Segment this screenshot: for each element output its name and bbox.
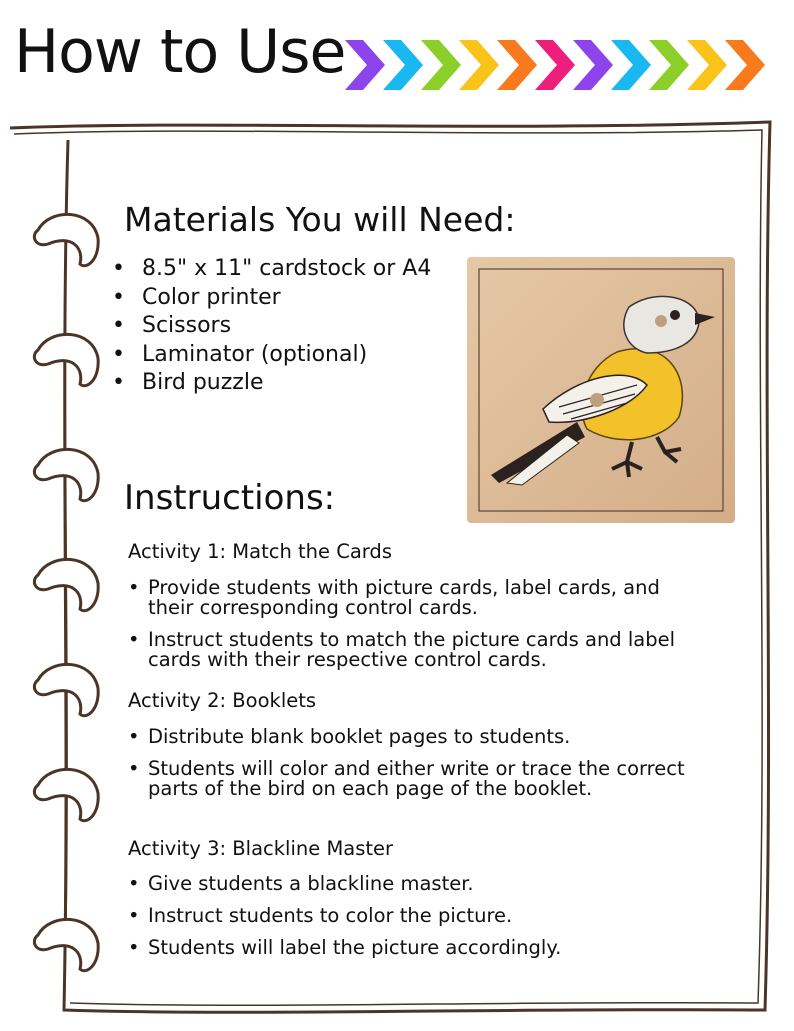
list-item: • Students will label the picture accordingly. — [128, 938, 708, 958]
instructions-heading: Instructions: — [124, 478, 336, 518]
list-item: • Provide students with picture cards, label cards, and their corresponding control cards. — [128, 578, 708, 618]
list-item: • Distribute blank booklet pages to students. — [128, 727, 708, 747]
chevron-icon — [421, 40, 461, 90]
list-item: • Students will color and either write or trace the correct parts of the bird on each page of the booklet. — [128, 759, 708, 799]
binder-ring-icon — [34, 334, 98, 385]
list-item: • Laminator (optional) — [112, 341, 431, 370]
chevron-icon — [459, 40, 499, 90]
activity-1-steps — [128, 578, 708, 682]
list-item: • 8.5" x 11" cardstock or A4 — [112, 255, 431, 284]
activity-1-title: Activity 1: Match the Cards — [128, 540, 392, 563]
list-item: • Instruct students to match the picture cards and label cards with their respective control cards. — [128, 630, 708, 670]
list-item: • Give students a blackline master. — [128, 874, 708, 894]
bird-puzzle-image — [467, 257, 735, 523]
chevron-icon — [611, 40, 651, 90]
materials-heading: Materials You will Need: — [124, 200, 516, 239]
chevron-icon — [497, 40, 537, 90]
activity-2-title: Activity 2: Booklets — [128, 689, 317, 712]
page-title: How to Use — [14, 17, 346, 87]
chevron-icon — [573, 40, 613, 90]
activity-2-steps — [128, 727, 708, 811]
chevron-icon — [687, 40, 727, 90]
activity-3-title: Activity 3: Blackline Master — [128, 837, 394, 860]
chevron-decoration — [345, 36, 775, 94]
list-item: • Scissors — [112, 312, 431, 341]
list-item: • Instruct students to color the picture. — [128, 906, 708, 926]
list-item: • Bird puzzle — [112, 369, 431, 398]
chevron-icon — [345, 40, 385, 90]
chevron-icon — [383, 40, 423, 90]
activity-3-steps — [128, 874, 708, 970]
chevron-icon — [725, 40, 765, 90]
binder-ring-icon — [34, 919, 98, 970]
list-item: • Color printer — [112, 284, 431, 313]
chevron-icon — [535, 40, 575, 90]
materials-list — [112, 255, 431, 398]
chevron-icon — [649, 40, 689, 90]
